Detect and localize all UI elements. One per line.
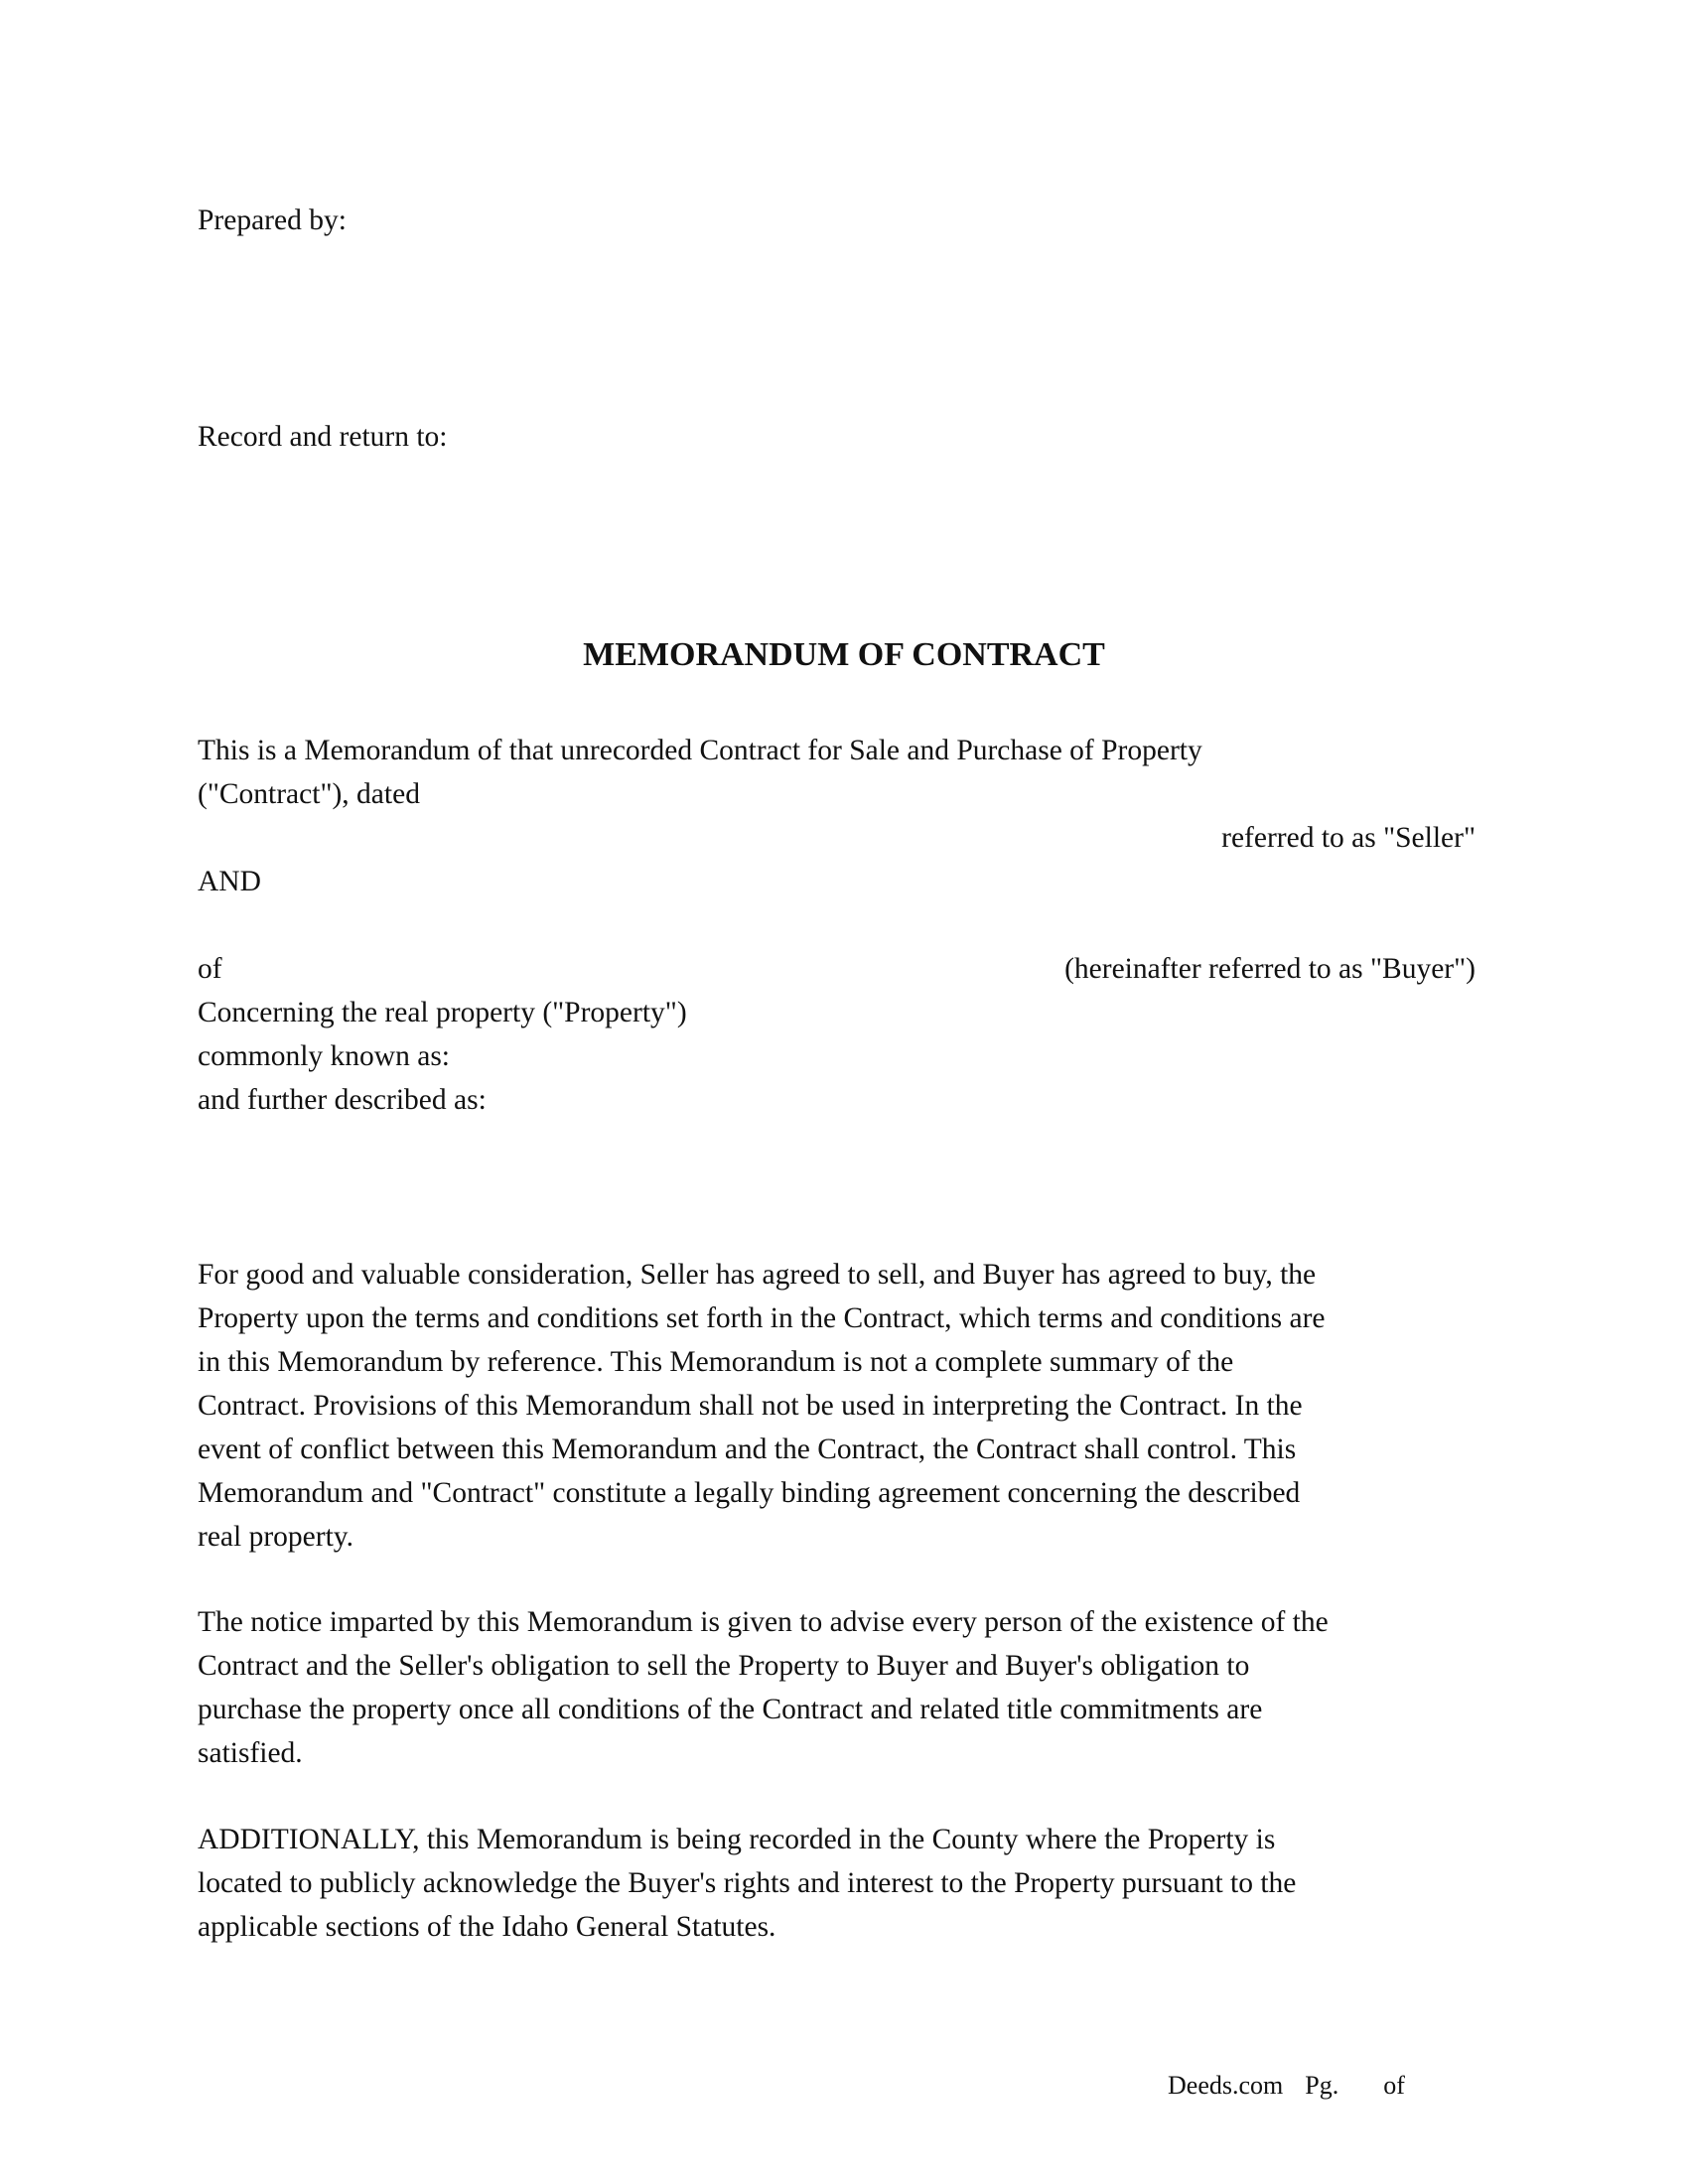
paragraph-line: Memorandum and "Contract" constitute a legally binding agreement concerning the described bbox=[198, 1477, 1301, 1509]
paragraph-line: Property upon the terms and conditions set forth in the Contract, which terms and conditions are bbox=[198, 1302, 1326, 1334]
record-return-label: Record and return to: bbox=[198, 421, 448, 453]
intro-line-1: This is a Memorandum of that unrecorded Contract for Sale and Purchase of Property bbox=[198, 735, 1202, 766]
intro-line-2: ("Contract"), dated bbox=[198, 778, 420, 810]
footer-brand: Deeds.com bbox=[1168, 2071, 1284, 2100]
paragraph-line: satisfied. bbox=[198, 1737, 303, 1769]
footer-page-label: Pg. bbox=[1305, 2071, 1339, 2100]
commonly-known-as: commonly known as: bbox=[198, 1040, 451, 1072]
additionally-paragraph bbox=[198, 1818, 1488, 1949]
footer-of-label: of bbox=[1383, 2071, 1405, 2100]
of-label: of bbox=[198, 953, 222, 985]
consideration-paragraph bbox=[198, 1253, 1488, 1559]
and-separator: AND bbox=[198, 866, 261, 897]
buyer-reference: (hereinafter referred to as "Buyer") bbox=[1064, 953, 1476, 985]
paragraph-line: Contract. Provisions of this Memorandum shall not be used in interpreting the Contract. In the bbox=[198, 1390, 1303, 1422]
paragraph-line: ADDITIONALLY, this Memorandum is being recorded in the County where the Property is bbox=[198, 1824, 1276, 1855]
concerning-property: Concerning the real property ("Property") bbox=[198, 997, 687, 1028]
paragraph-line: applicable sections of the Idaho General Statutes. bbox=[198, 1911, 776, 1943]
paragraph-line: in this Memorandum by reference. This Memorandum is not a complete summary of the bbox=[198, 1346, 1234, 1378]
paragraph-line: For good and valuable consideration, Seller has agreed to sell, and Buyer has agreed to buy, the bbox=[198, 1259, 1317, 1291]
paragraph-line: real property. bbox=[198, 1521, 353, 1553]
paragraph-line: purchase the property once all conditions of the Contract and related title commitments are bbox=[198, 1694, 1263, 1725]
paragraph-line: The notice imparted by this Memorandum is given to advise every person of the existence of the bbox=[198, 1606, 1329, 1638]
seller-reference: referred to as "Seller" bbox=[1221, 822, 1476, 854]
paragraph-line: located to publicly acknowledge the Buyer's rights and interest to the Property pursuant to the bbox=[198, 1867, 1297, 1899]
paragraph-line: event of conflict between this Memorandum and the Contract, the Contract shall control. This bbox=[198, 1433, 1297, 1465]
further-described-as: and further described as: bbox=[198, 1084, 487, 1116]
paragraph-line: Contract and the Seller's obligation to sell the Property to Buyer and Buyer's obligation to bbox=[198, 1650, 1250, 1682]
prepared-by-label: Prepared by: bbox=[198, 205, 347, 236]
notice-paragraph bbox=[198, 1600, 1488, 1775]
document-title: MEMORANDUM OF CONTRACT bbox=[583, 636, 1105, 673]
page-footer bbox=[1168, 2066, 1405, 2106]
